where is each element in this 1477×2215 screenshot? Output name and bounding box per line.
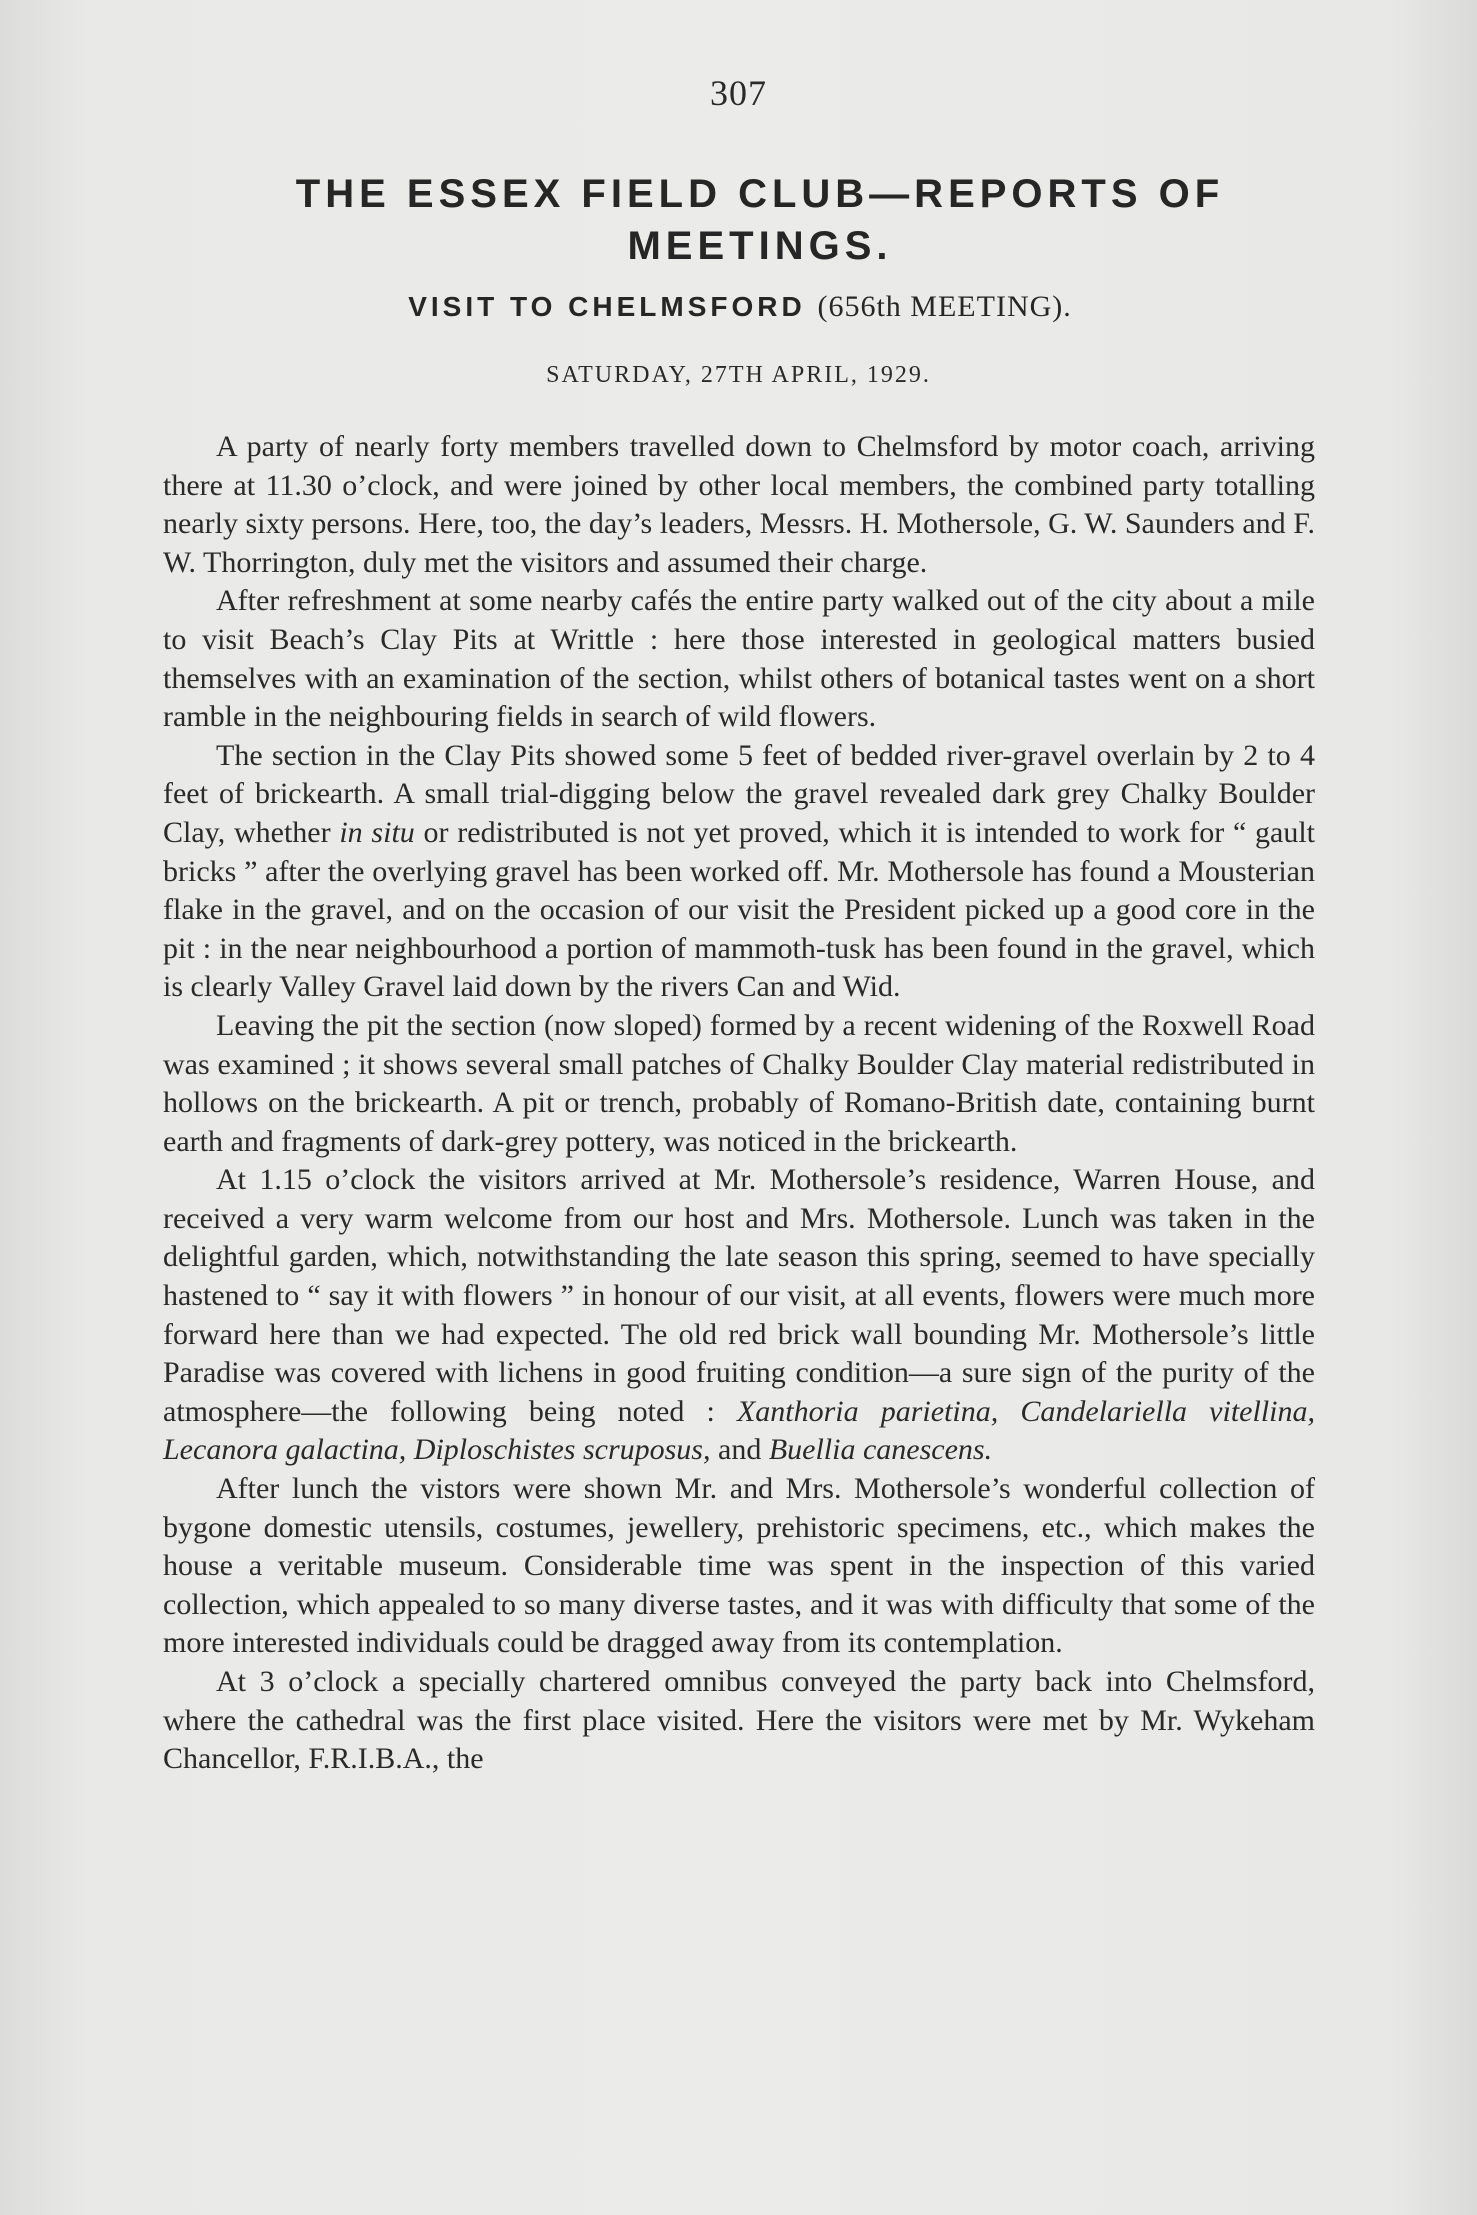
subtitle-text: VISIT TO CHELMSFORD xyxy=(408,291,806,322)
paragraph-text: or redistributed is not yet proved, which it is intended to work for “ gault bricks ” after the overlying gravel has been worked off. Mr. Mothersole has found a Mousterian flake in the gravel, and on the occasion of our visit the President picked up a good core in the pit : in the near neighbourhood a portion of mammoth-tusk has been found in the gravel, which is clearly Valley Gravel laid down by the rivers Can and Wid. xyxy=(163,815,1316,1004)
report-body xyxy=(163,428,1315,1779)
paragraph-text: After lunch the vistors were shown Mr. and Mrs. Mothersole’s wonderful collection of bygone domestic utensils, costumes, jewellery, prehistoric specimens, etc., which makes the house a veritable museum. Considerable time was spent in the inspection of this varied collection, which appealed to so many diverse tastes, and it was with difficulty that some of the more interested individuals could be dragged away from its contemplation. xyxy=(163,1472,1315,1660)
meeting-number: (656th MEETING). xyxy=(817,290,1072,323)
italic-text: Xanthoria parietina, Candelariella vitellina, Lecanora galactina, Diploschistes scruposus, xyxy=(163,1394,1315,1467)
paragraph-text: A party of nearly forty members travelled down to Chelmsford by motor coach, arriving there at 11.30 o’clock, and were joined by other local members, the combined party totalling nearly sixty persons. Here, too, the day’s leaders, Messrs. H. Mothersole, G. W. Saunders and F. W. Thorrington, duly met the visitors and assumed their charge. xyxy=(163,430,1315,579)
italic-text: in situ xyxy=(339,815,415,849)
paragraph xyxy=(163,1161,1315,1470)
report-subtitle xyxy=(180,290,1300,324)
italic-text: Buellia canescens. xyxy=(768,1433,993,1467)
paragraph-text: At 3 o’clock a specially chartered omnibus conveyed the party back into Chelmsford, where the cathedral was the first place visited. Here the visitors were met by Mr. Wykeham Chancellor, F.R.I.B.A., the xyxy=(163,1665,1315,1776)
paragraph-text: The section in the Clay Pits showed some 5 feet of bedded river-gravel overlain by 2 to 4 feet of brickearth. A small trial-digging below the gravel revealed dark grey Chalky Boulder Clay, whether xyxy=(163,738,1315,849)
paragraph xyxy=(163,428,1315,582)
paragraph xyxy=(163,1007,1315,1161)
report-title: THE ESSEX FIELD CLUB—REPORTS OF MEETINGS. xyxy=(295,172,1225,268)
paragraph xyxy=(163,582,1315,736)
paragraph-text: After refreshment at some nearby cafés the entire party walked out of the city about a mile to visit Beach’s Clay Pits at Writtle : here those interested in geological matters busied themselves with an examination of the section, whilst others of botanical tastes went on a short ramble in the neighbouring fields in search of wild flowers. xyxy=(163,584,1315,734)
paragraph-text: and xyxy=(710,1433,769,1467)
paragraph-text: At 1.15 o’clock the visitors arrived at Mr. Mothersole’s residence, Warren House, and received a very warm welcome from our host and Mrs. Mothersole. Lunch was taken in the delightful garden, which, notwithstanding the late season this spring, seemed to have specially hastened to “ say it with flowers ” in honour of our visit, at all events, flowers were much more forward here than we had expected. The old red brick wall bounding Mr. Mothersole’s little Paradise was covered with lichens in good fruiting condition—a sure sign of the purity of the atmosphere—the following being noted : xyxy=(163,1163,1315,1428)
paragraph xyxy=(163,1470,1315,1663)
paragraph-text: Leaving the pit the section (now sloped) formed by a recent widening of the Roxwell Road was examined ; it shows several small patches of Chalky Boulder Clay material redistributed in hollows on the brickearth. A pit or trench, probably of Romano-British date, containing burnt earth and fragments of dark-grey pottery, was noticed in the brickearth. xyxy=(163,1008,1315,1158)
page-number: 307 xyxy=(710,73,767,113)
paragraph xyxy=(163,1663,1315,1779)
paragraph xyxy=(163,737,1315,1007)
meeting-date: SATURDAY, 27TH APRIL, 1929. xyxy=(546,362,931,388)
